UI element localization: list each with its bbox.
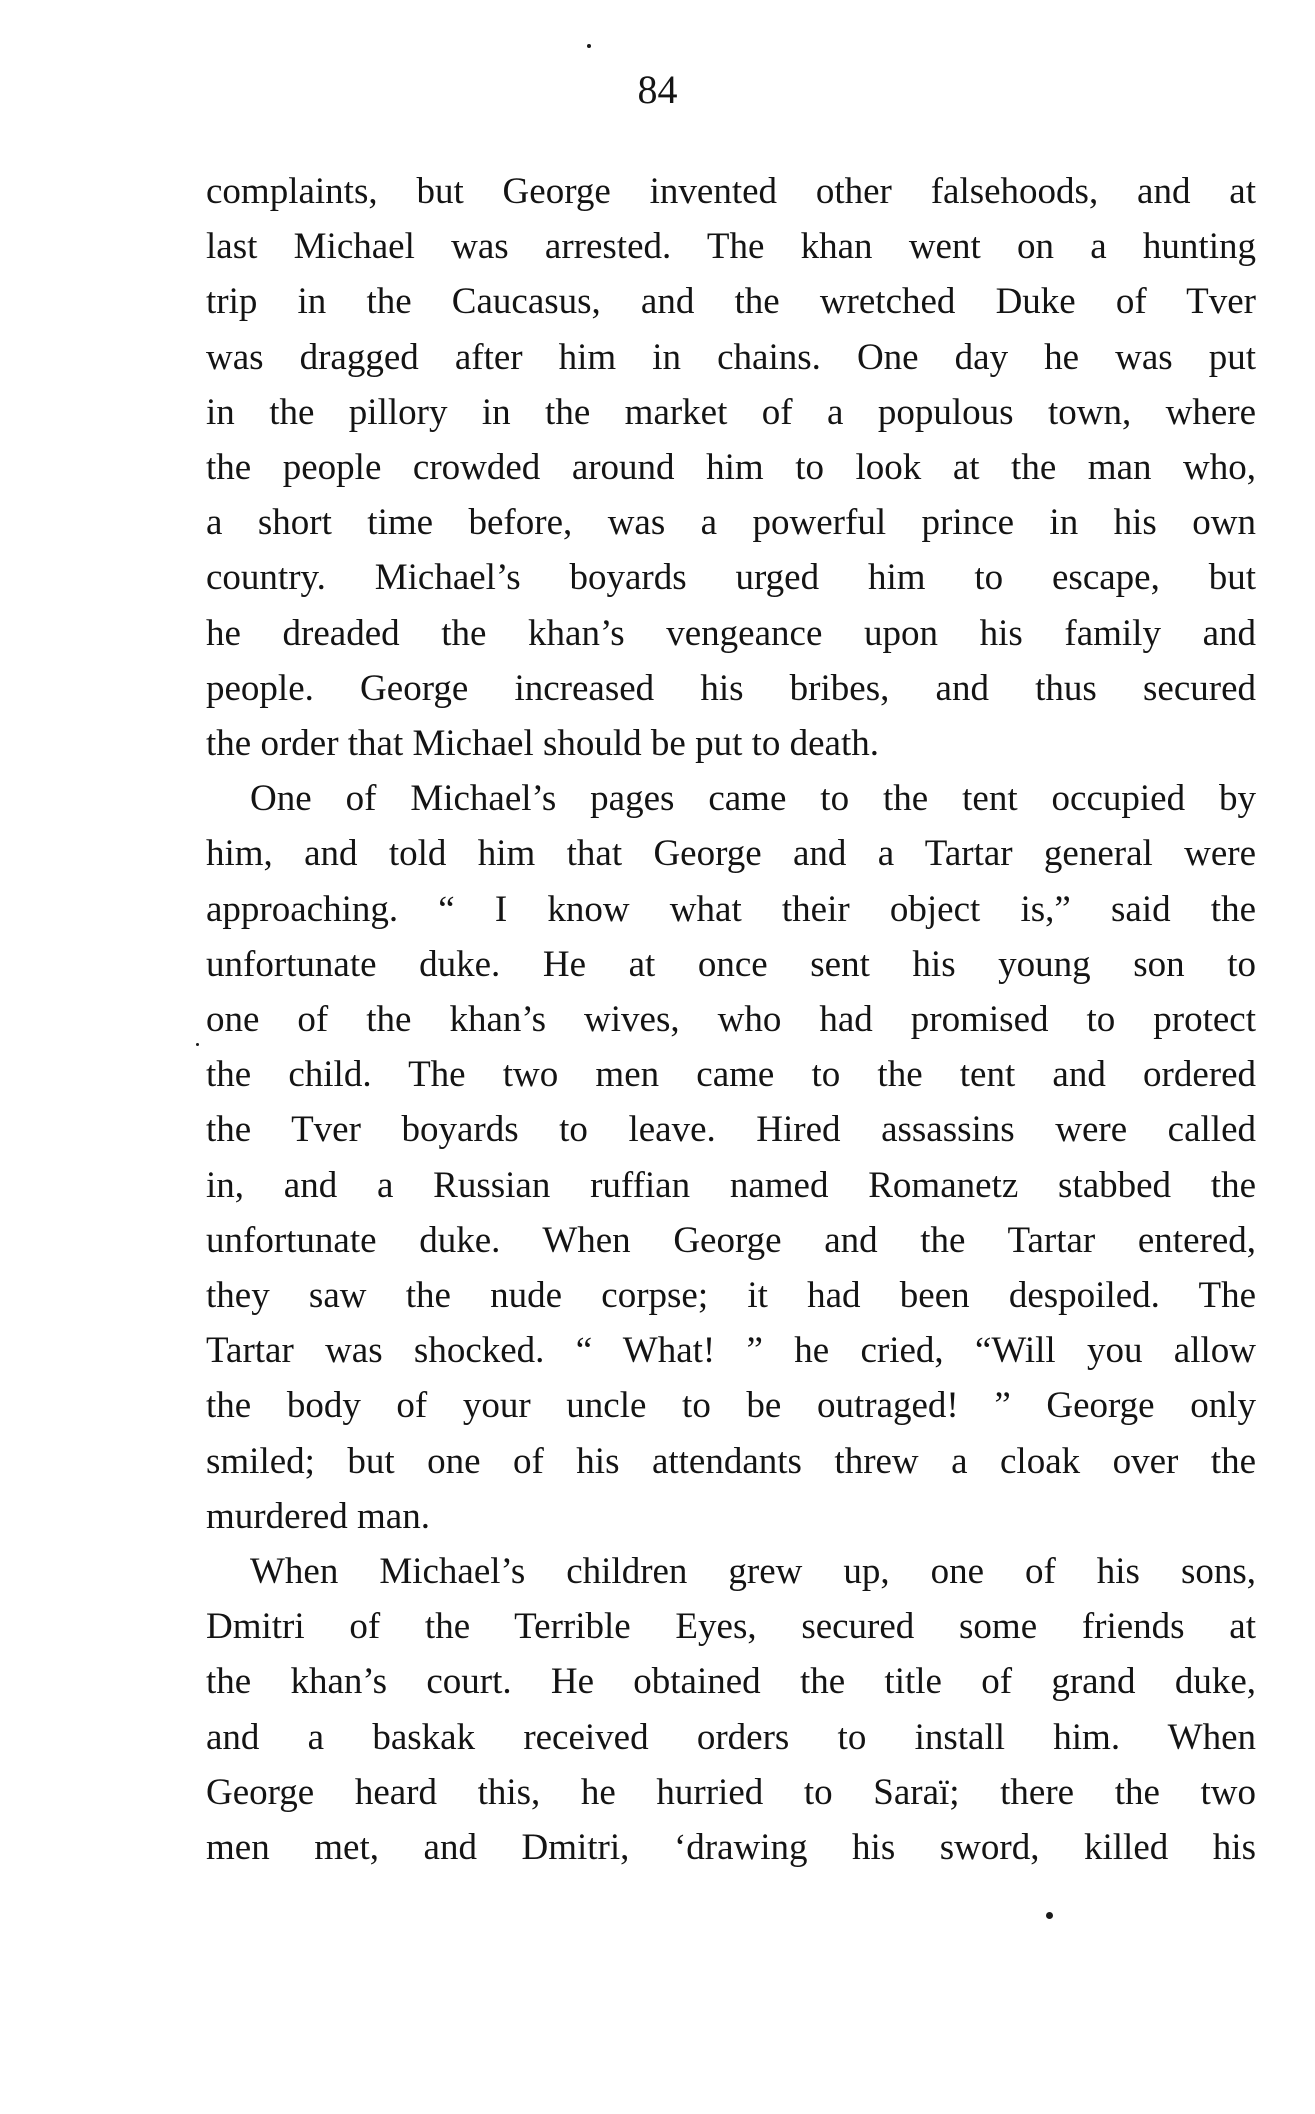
text-line: they saw the nude corpse; it had been despoiled. The <box>206 1275 1256 1317</box>
text-line: the child. The two men came to the tent and ordered <box>206 1054 1256 1096</box>
text-line: the body of your uncle to be outraged! ” George only <box>206 1385 1256 1427</box>
text-line: and a baskak received orders to install him. When <box>206 1716 1256 1758</box>
text-line: unfortunate duke. He at once sent his young son to <box>206 943 1256 985</box>
text-line: the people crowded around him to look at the man who, <box>206 447 1256 489</box>
page-number: 84 <box>637 67 678 112</box>
text-line: country. Michael’s boyards urged him to escape, but <box>206 557 1256 599</box>
text-line: trip in the Caucasus, and the wretched Duke of Tver <box>206 281 1256 323</box>
text-line: the order that Michael should be put to death. <box>206 723 880 765</box>
text-line: in the pillory in the market of a populous town, where <box>206 391 1256 433</box>
text-line: him, and told him that George and a Tartar general were <box>206 833 1256 875</box>
text-line: he dreaded the khan’s vengeance upon his family and <box>206 612 1256 654</box>
text-line: was dragged after him in chains. One day he was put <box>206 336 1256 378</box>
text-line: unfortunate duke. When George and the Tartar entered, <box>206 1219 1256 1261</box>
text-line: last Michael was arrested. The khan went on a hunting <box>206 226 1256 268</box>
text-line: one of the khan’s wives, who had promised to protect <box>206 999 1256 1041</box>
text-line: murdered man. <box>206 1495 430 1537</box>
text-line: One of Michael’s pages came to the tent occupied by <box>250 778 1256 820</box>
text-line: George heard this, he hurried to Saraï; there the two <box>206 1771 1256 1813</box>
text-line: complaints, but George invented other falsehoods, and at <box>206 171 1256 212</box>
text-line: the khan’s court. He obtained the title of grand duke, <box>206 1661 1256 1703</box>
body-text <box>206 164 1256 1875</box>
text-line: When Michael’s children grew up, one of his sons, <box>250 1551 1256 1593</box>
paragraph-1 <box>206 164 1256 771</box>
paragraph-2 <box>206 771 1256 1544</box>
scan-speck <box>1046 1912 1053 1919</box>
scan-speck <box>587 44 591 48</box>
text-line: people. George increased his bribes, and thus secured <box>206 667 1256 709</box>
text-line: a short time before, was a powerful prince in his own <box>206 502 1256 544</box>
text-line: approaching. “ I know what their object is,” said the <box>206 888 1256 930</box>
text-line: Tartar was shocked. “ What! ” he cried, “Will you allow <box>206 1330 1256 1372</box>
text-line: Dmitri of the Terrible Eyes, secured some friends at <box>206 1606 1256 1648</box>
paragraph-3 <box>206 1544 1256 1875</box>
scan-speck <box>196 1043 199 1046</box>
text-line: smiled; but one of his attendants threw a cloak over the <box>206 1440 1256 1482</box>
text-line: in, and a Russian ruffian named Romanetz stabbed the <box>206 1164 1256 1206</box>
text-line: men met, and Dmitri, ‘drawing his sword, killed his <box>206 1827 1256 1869</box>
text-line: the Tver boyards to leave. Hired assassins were called <box>206 1109 1256 1151</box>
